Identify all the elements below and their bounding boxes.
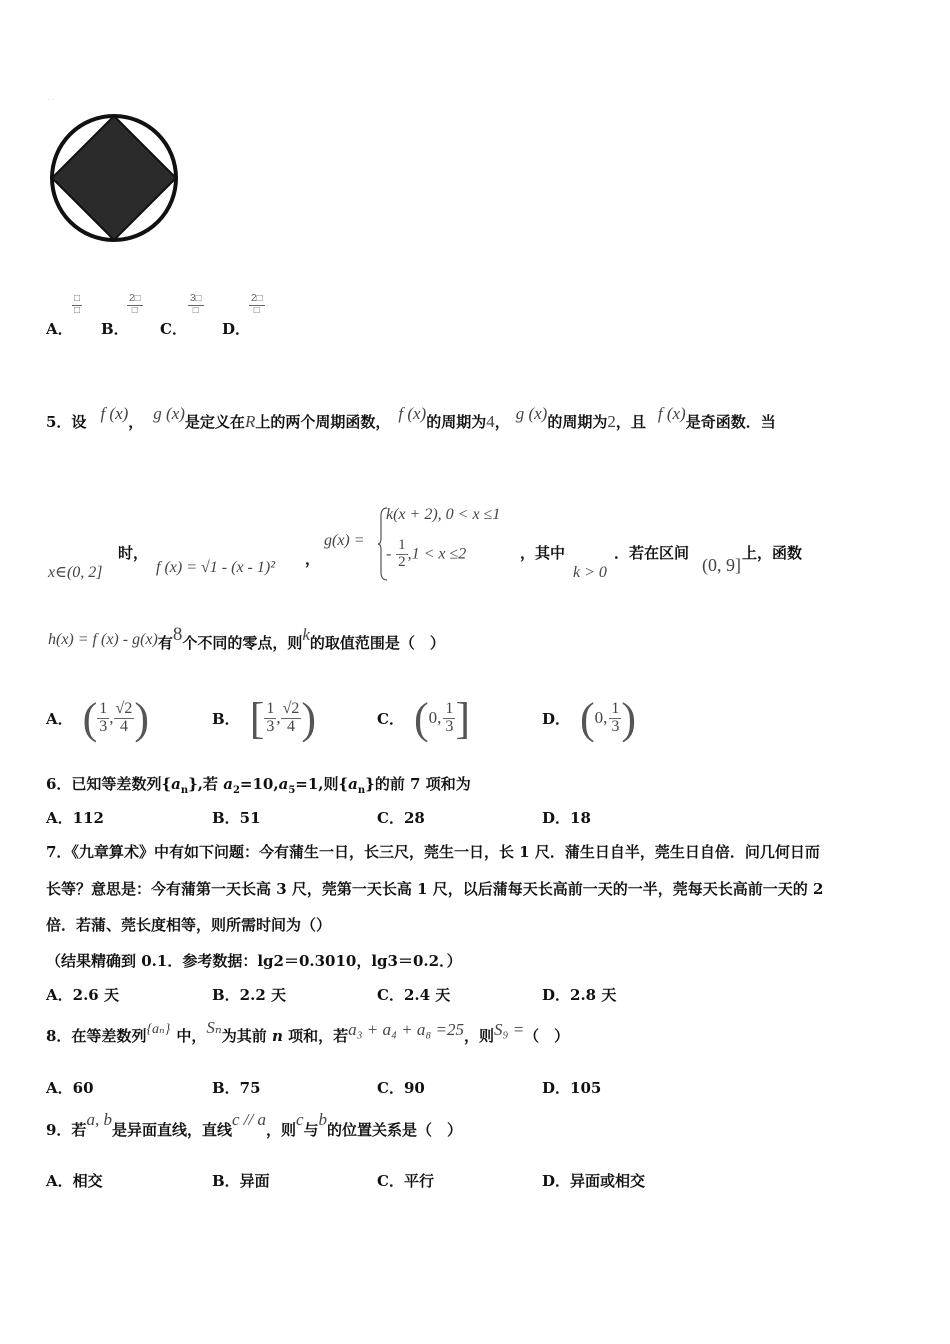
circle-square-figure — [46, 92, 186, 252]
q5-shi: 时， — [118, 544, 149, 562]
q5-g-definition: g(x) = — [324, 532, 365, 549]
q5-option-d[interactable]: D． ( 0, $\frac{1}{3}$ ) — [542, 693, 637, 743]
q6-question: 6．已知等差数列$\{a_n\}$,若 $a_2=10,a_5=1$,则$\{a_n\}$的前 7 项和为 — [46, 775, 471, 796]
q9-option-a[interactable]: A．相交 — [46, 1172, 103, 1190]
q5-option-a[interactable]: A． ( $\frac{1}{3}$ , $\frac{√2}{4}$ ) — [46, 693, 149, 743]
q9-option-b[interactable]: B．异面 — [212, 1172, 270, 1190]
q5-k-condition: k > 0 — [573, 564, 607, 581]
q9-question: 9．若a, b是异面直线，直线c // a，则c与b的位置关系是（ ） — [46, 1110, 463, 1139]
q5-interval: (0, 9] — [702, 555, 741, 575]
q6-option-b[interactable]: B．51 — [212, 809, 261, 827]
q7-option-c[interactable]: C．2.4 天 — [377, 986, 451, 1004]
q4-option-d-frac: $\frac{2□}{□}$ — [251, 293, 263, 316]
q8-option-a[interactable]: A．60 — [46, 1079, 94, 1097]
q8-option-b[interactable]: B．75 — [212, 1079, 261, 1097]
q4-option-c[interactable]: C． — [160, 320, 187, 338]
q5-case1: k(x + 2), 0 < x ≤1 — [386, 506, 501, 523]
q8-question: 8．在等差数列{aₙ} 中，Sₙ为其前 n 项和，若a₃ + a₄ + a₈ =25，则S₉ =（ ） — [46, 1018, 570, 1045]
q5-x-range: x∈(0, 2] — [48, 564, 103, 581]
q5-comma: ， — [305, 550, 321, 568]
q7-option-a[interactable]: A．2.6 天 — [46, 986, 119, 1004]
q6-option-a[interactable]: A．112 — [46, 809, 104, 827]
q5-case2: - $\frac{1}{2}$ ,1 < x ≤2 — [386, 537, 467, 570]
q5-line3: h(x) = f (x) - g(x)有8个不同的零点，则k的取值范围是（ ） — [48, 624, 445, 652]
q4-option-b-frac: $\frac{2□}{□}$ — [129, 293, 141, 316]
q7-line4: （结果精确到 0.1．参考数据：lg2＝0.3010，lg3＝0.2．） — [46, 952, 462, 970]
q4-option-a[interactable]: A． — [46, 320, 73, 338]
q4-option-a-frac: $\frac{□}{□}$ — [74, 293, 81, 316]
q8-option-d[interactable]: D．105 — [542, 1079, 602, 1097]
q8-option-c[interactable]: C．90 — [377, 1079, 425, 1097]
q7-option-d[interactable]: D．2.8 天 — [542, 986, 617, 1004]
q9-option-d[interactable]: D．异面或相交 — [542, 1172, 646, 1190]
figure-corner-mark: · · — [48, 97, 54, 104]
q5-text-function: 上，函数 — [742, 544, 803, 562]
q5-option-c[interactable]: C． ( 0, $\frac{1}{3}$ ] — [377, 693, 471, 743]
q7-line3: 倍．若蒲、莞长度相等，则所需时间为（） — [46, 916, 332, 934]
q6-option-c[interactable]: C．28 — [377, 809, 425, 827]
q9-option-c[interactable]: C．平行 — [377, 1172, 434, 1190]
q7-line2: 长等？意思是：今有蒲第一天长高 3 尺，莞第一天长高 1 尺，以后蒲每天长高前一天的一半，莞每天长高前一天的 2 — [46, 880, 824, 898]
q4-option-c-frac: $\frac{3□}{□}$ — [190, 293, 202, 316]
q4-option-b[interactable]: B． — [101, 320, 129, 338]
q5-qizhong: ，其中 — [520, 544, 566, 562]
q7-line1: 7．《九章算术》中有如下问题：今有蒲生一日，长三尺，莞生一日，长 1 尺．蒲生日自半，莞生日自倍．问几何日而 — [46, 843, 820, 861]
q5-option-b[interactable]: B． [ $\frac{1}{3}$ , $\frac{√2}{4}$ ) — [212, 693, 317, 743]
q5-f-definition: f (x) = √1 - (x - 1)² — [156, 559, 275, 576]
q5-text-interval: ．若在区间 — [614, 544, 690, 562]
q7-option-b[interactable]: B．2.2 天 — [212, 986, 286, 1004]
q6-option-d[interactable]: D．18 — [542, 809, 591, 827]
q5-line1: 5．设 f (x)， g (x)是定义在R上的两个周期函数， f (x)的周期为4， g (x)的周期为2，且 f (x)是奇函数．当 — [46, 404, 776, 431]
q4-option-d[interactable]: D． — [222, 320, 251, 338]
